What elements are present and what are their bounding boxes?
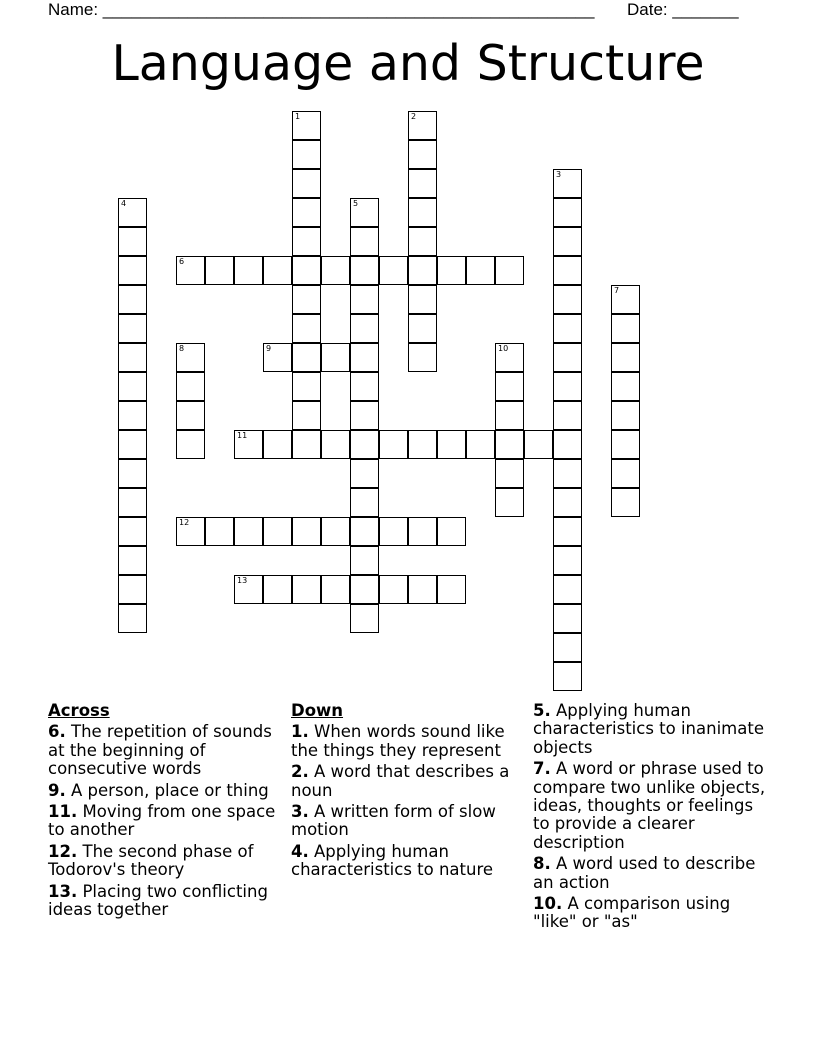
across-heading: Across [48,701,110,720]
crossword-cell[interactable] [205,517,234,546]
crossword-cell[interactable] [408,314,437,343]
crossword-cell[interactable] [553,546,582,575]
crossword-cell[interactable] [553,575,582,604]
crossword-cell[interactable] [553,285,582,314]
crossword-cell[interactable] [263,256,292,285]
crossword-cell[interactable] [118,517,147,546]
clue-number: 12 [179,518,190,527]
down-clue: 1. When words sound like the things they represent [291,722,505,760]
across-clue: 9. A person, place or thing [48,780,269,800]
crossword-cell[interactable] [263,343,292,372]
clue-number: 3 [556,170,562,179]
crossword-cell[interactable] [495,488,524,517]
crossword-cell[interactable] [118,256,147,285]
crossword-cell[interactable] [234,575,263,604]
down-heading: Down [291,701,344,720]
crossword-cell[interactable] [553,488,582,517]
crossword-cell[interactable] [553,343,582,372]
crossword-cell[interactable] [495,256,524,285]
crossword-cell[interactable] [553,633,582,662]
crossword-cell[interactable] [350,430,379,459]
down-clue: 3. A written form of slow motion [291,802,496,840]
crossword-cell[interactable] [611,459,640,488]
down-clue: 10. A comparison using "like" or "as" [533,894,731,932]
crossword-cell[interactable] [553,662,582,691]
clue-number: 8 [179,344,185,353]
crossword-cell[interactable] [292,227,321,256]
down-clue: 8. A word used to describe an action [533,854,756,892]
across-clue: 12. The second phase of Todorov's theory [48,841,254,880]
crossword-cell[interactable] [118,285,147,314]
crossword-cell[interactable] [321,256,350,285]
clue-number: 11 [237,431,248,440]
crossword-cell[interactable] [408,256,437,285]
crossword-cell[interactable] [321,343,350,372]
crossword-cell[interactable] [408,343,437,372]
across-clue: 13. Placing two conflicting ideas together [48,881,268,920]
crossword-cell[interactable] [292,372,321,401]
crossword-cell[interactable] [118,227,147,256]
crossword-cell[interactable] [263,575,292,604]
crossword-cell[interactable] [466,256,495,285]
crossword-cell[interactable] [611,372,640,401]
crossword-cell[interactable] [321,430,350,459]
crossword-cell[interactable] [553,198,582,227]
crossword-cell[interactable] [408,140,437,169]
crossword-cell[interactable] [553,169,582,198]
crossword-cell[interactable] [611,343,640,372]
crossword-cell[interactable] [292,517,321,546]
crossword-cell[interactable] [611,314,640,343]
crossword-cell[interactable] [118,575,147,604]
crossword-cell[interactable] [350,575,379,604]
crossword-cell[interactable] [437,256,466,285]
crossword-cell[interactable] [466,430,495,459]
crossword-cell[interactable] [176,430,205,459]
crossword-cell[interactable] [350,517,379,546]
crossword-cell[interactable] [379,575,408,604]
crossword-cell[interactable] [350,227,379,256]
crossword-cell[interactable] [176,401,205,430]
crossword-cell[interactable] [553,314,582,343]
crossword-cell[interactable] [263,517,292,546]
clue-number: 2 [411,112,417,121]
crossword-cell[interactable] [611,285,640,314]
crossword-cell[interactable] [408,198,437,227]
crossword-cell[interactable] [611,430,640,459]
crossword-cell[interactable] [350,314,379,343]
crossword-cell[interactable] [437,430,466,459]
crossword-cell[interactable] [350,343,379,372]
crossword-cell[interactable] [437,517,466,546]
crossword-cell[interactable] [176,517,205,546]
crossword-cell[interactable] [176,372,205,401]
crossword-cell[interactable] [321,517,350,546]
crossword-cell[interactable] [495,430,524,459]
crossword-cell[interactable] [292,198,321,227]
clue-number: 1 [295,112,301,121]
crossword-cell[interactable] [321,575,350,604]
crossword-cell[interactable] [553,604,582,633]
crossword-cell[interactable] [379,256,408,285]
clue-number: 4 [121,199,127,208]
crossword-cell[interactable] [176,256,205,285]
crossword-cell[interactable] [234,517,263,546]
crossword-cell[interactable] [553,256,582,285]
crossword-cell[interactable] [118,314,147,343]
down-clue: 5. Applying human characteristics to inanimate objects [533,701,764,757]
crossword-cell[interactable] [350,604,379,633]
crossword-cell[interactable] [292,285,321,314]
crossword-cell[interactable] [292,256,321,285]
crossword-cell[interactable] [118,604,147,633]
crossword-cell[interactable] [553,372,582,401]
crossword-cell[interactable] [379,517,408,546]
across-clues-column [48,702,280,922]
crossword-cell[interactable] [176,343,205,372]
crossword-cell[interactable] [350,372,379,401]
crossword-cell[interactable] [350,198,379,227]
crossword-cell[interactable] [292,169,321,198]
crossword-cell[interactable] [611,401,640,430]
crossword-cell[interactable] [292,430,321,459]
crossword-cell[interactable] [553,430,582,459]
clue-number: 13 [237,576,248,585]
crossword-cell[interactable] [495,372,524,401]
crossword-cell[interactable] [408,111,437,140]
clue-number: 9 [266,344,272,353]
crossword-cell[interactable] [292,314,321,343]
down-clue: 4. Applying human characteristics to nature [291,841,494,880]
crossword-cell[interactable] [234,256,263,285]
crossword-cell[interactable] [350,256,379,285]
puzzle-title: Language and Structure [111,35,705,92]
across-clue: 11. Moving from one space to another [48,802,276,840]
crossword-cell[interactable] [408,169,437,198]
crossword-cell[interactable] [205,256,234,285]
crossword-cell[interactable] [292,111,321,140]
crossword-cell[interactable] [292,343,321,372]
crossword-cell[interactable] [408,575,437,604]
clue-number: 10 [498,344,509,353]
crossword-cell[interactable] [553,517,582,546]
crossword-cell[interactable] [118,343,147,372]
crossword-cell[interactable] [524,430,553,459]
crossword-cell[interactable] [495,401,524,430]
crossword-cell[interactable] [437,575,466,604]
date-field-label: Date: _______ [627,0,739,19]
crossword-cell[interactable] [495,343,524,372]
crossword-cell[interactable] [118,459,147,488]
crossword-cell[interactable] [292,401,321,430]
crossword-cell[interactable] [553,227,582,256]
crossword-cell[interactable] [234,430,263,459]
crossword-cell[interactable] [611,488,640,517]
crossword-cell[interactable] [263,430,292,459]
crossword-cell[interactable] [408,517,437,546]
crossword-cell[interactable] [350,401,379,430]
across-clue: 6. The repetition of sounds at the beginning of consecutive words [48,722,272,779]
crossword-cell[interactable] [553,459,582,488]
down-clue: 7. A word or phrase used to compare two unlike objects, ideas, thoughts or feelings to provide a clearer description [533,759,766,852]
crossword-cell[interactable] [292,575,321,604]
crossword-cell[interactable] [118,401,147,430]
crossword-cell[interactable] [408,227,437,256]
crossword-cell[interactable] [408,285,437,314]
name-field-label: Name: ____________________________________________________ [48,0,595,19]
crossword-cell[interactable] [408,430,437,459]
clue-number: 7 [614,286,620,295]
crossword-cell[interactable] [118,488,147,517]
crossword-cell[interactable] [118,372,147,401]
crossword-cell[interactable] [118,546,147,575]
crossword-cell[interactable] [379,430,408,459]
crossword-cell[interactable] [118,198,147,227]
crossword-cell[interactable] [350,459,379,488]
clue-number: 6 [179,257,185,266]
down-clues-column [291,702,516,883]
crossword-cell[interactable] [350,546,379,575]
crossword-cell[interactable] [118,430,147,459]
crossword-cell[interactable] [350,285,379,314]
down-clues-column-continued [533,702,768,935]
crossword-cell[interactable] [350,488,379,517]
crossword-cell[interactable] [553,401,582,430]
down-clue: 2. A word that describes a noun [291,762,510,800]
crossword-cell[interactable] [292,140,321,169]
crossword-cell[interactable] [495,459,524,488]
clue-number: 5 [353,199,359,208]
